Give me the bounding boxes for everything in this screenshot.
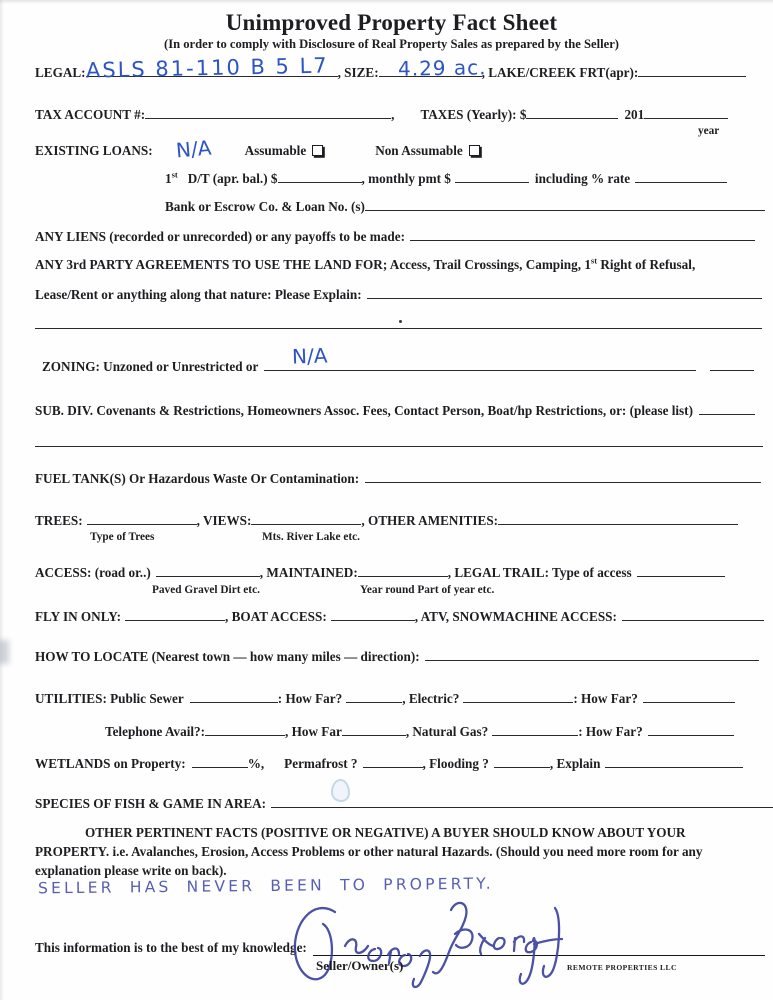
- views-blank: [251, 522, 361, 525]
- wetlands-label: WETLANDS on Property:: [35, 756, 186, 771]
- size-handwritten-value: 4.29 ac.: [397, 55, 487, 81]
- flooding-blank: [494, 765, 550, 768]
- access-label: ACCESS: (road or..): [35, 565, 151, 580]
- views-caption: Mts. River Lake etc.: [262, 531, 360, 543]
- dt-label: D/T (apr. bal.) $: [187, 171, 278, 186]
- atv-blank: [622, 618, 764, 621]
- maintained-label: , MAINTAINED:: [259, 565, 358, 580]
- monthly-pmt-blank: [455, 180, 529, 183]
- lake-creek-label: , LAKE/CREEK FRT(apr):: [481, 65, 639, 80]
- zoning-line: [42, 360, 754, 375]
- first-dt-line: [165, 169, 727, 187]
- explain-continuation-blank: [35, 326, 762, 329]
- existing-loans-line: [35, 144, 480, 159]
- electric-blank: [463, 700, 573, 703]
- zoning-short-blank: [710, 368, 754, 371]
- species-label: SPECIES OF FISH & GAME IN AREA:: [35, 796, 267, 811]
- liens-label: ANY LIENS (recorded or unrecorded) or any payoffs to be made:: [35, 229, 405, 244]
- howfar2-label: : How Far?: [573, 691, 638, 706]
- subdiv-blank: [699, 412, 755, 415]
- rate-blank: [635, 180, 727, 183]
- dt-balance-blank: [278, 180, 362, 183]
- liens-line: [35, 230, 755, 245]
- assumable-label: Assumable: [244, 143, 307, 158]
- non-assumable-checkbox-icon: [469, 145, 480, 156]
- first-ordinal: st: [171, 169, 178, 180]
- views-label: , VIEWS:: [196, 513, 252, 528]
- subdiv-continuation-line: [35, 436, 763, 451]
- page-title: Unimproved Property Fact Sheet: [225, 10, 558, 35]
- taxes-amount-blank: [526, 116, 618, 119]
- trees-label: TREES:: [35, 513, 83, 528]
- species-blank: [271, 805, 773, 808]
- wetlands-line: [35, 757, 743, 772]
- locate-blank: [425, 658, 759, 661]
- telephone-blank: [205, 733, 285, 736]
- trees-type-caption: Type of Trees: [90, 531, 155, 543]
- other-facts-line2: PROPERTY. i.e. Avalanches, Erosion, Access Problems or other natural Hazards. (Should you need more room for any: [35, 844, 703, 859]
- year-caption: year: [698, 125, 720, 137]
- year-blank: [644, 116, 728, 119]
- legal-handwritten-value: ASLS 81-110 B 5 L7: [85, 53, 329, 83]
- maintained-caption: Year round Part of year etc.: [360, 584, 495, 596]
- tax-account-label: TAX ACCOUNT #:: [35, 107, 146, 122]
- tax-comma: ,: [391, 107, 395, 122]
- permafrost-blank: [363, 765, 423, 768]
- lake-creek-blank: [638, 74, 746, 77]
- howfar4-blank: [648, 733, 734, 736]
- locate-label: HOW TO LOCATE (Nearest town — how many miles — direction):: [35, 649, 420, 664]
- knowledge-statement: This information is to the best of my knowledge:: [35, 940, 307, 955]
- fuel-label: FUEL TANK(S) Or Hazardous Waste Or Contamination:: [35, 471, 360, 486]
- third-party-line2: [35, 288, 762, 303]
- scan-edge-top: [0, 0, 773, 4]
- other-facts-line3: explanation please write on back).: [35, 863, 227, 878]
- tax-line: [35, 108, 728, 123]
- taxes-yearly-label: TAXES (Yearly): $: [420, 107, 527, 122]
- boat-blank: [331, 618, 415, 621]
- lease-rent-label: Lease/Rent or anything along that nature: Please Explain:: [35, 287, 362, 302]
- scan-edge-left: [0, 0, 4, 1000]
- signature-scrawl: [283, 896, 583, 996]
- page-subtitle: (In order to comply with Disclosure of Real Property Sales as prepared by the Seller): [164, 37, 619, 51]
- third-party-text-a: ANY 3rd PARTY AGREEMENTS TO USE THE LAND FOR; Access, Trail Crossings, Camping, 1: [35, 257, 591, 272]
- first-num: 1: [165, 171, 172, 186]
- howfar3-label: , How Far: [285, 724, 342, 739]
- fuel-blank: [365, 480, 761, 483]
- existing-loans-handwritten-value: N/A: [175, 135, 213, 163]
- atv-label: , ATV, SNOWMACHINE ACCESS:: [414, 609, 617, 624]
- zoning-handwritten-value: N/A: [291, 343, 328, 369]
- third-party-ordinal: st: [590, 255, 598, 266]
- explain-blank: [367, 296, 762, 299]
- rate-label: including % rate: [534, 171, 631, 186]
- trees-line: [35, 514, 738, 529]
- trees-blank: [87, 522, 197, 525]
- legal-label: LEGAL:: [35, 65, 86, 80]
- access-blank: [156, 574, 260, 577]
- seller-owner-caption: Seller/Owner(s): [316, 958, 404, 973]
- legal-trail-label: , LEGAL TRAIL: Type of access: [447, 565, 632, 580]
- maintained-blank: [358, 574, 448, 577]
- bank-escrow-label: Bank or Escrow Co. & Loan No. (s): [165, 199, 365, 214]
- year-prefix: 201: [624, 107, 645, 122]
- wetlands-blank: [192, 765, 248, 768]
- amenities-blank: [498, 522, 738, 525]
- tax-account-blank: [145, 116, 391, 119]
- species-line: [35, 797, 773, 812]
- bank-escrow-blank: [365, 208, 765, 211]
- flooding-label: , Flooding ?: [422, 756, 489, 771]
- fly-blank: [125, 618, 225, 621]
- liens-blank: [410, 238, 755, 241]
- fuel-line: [35, 472, 761, 487]
- third-party-text-b: Right of Refusal,: [597, 257, 696, 272]
- locate-line: [35, 650, 759, 665]
- public-sewer-label: UTILITIES: Public Sewer: [35, 691, 184, 706]
- public-sewer-blank: [190, 700, 278, 703]
- legal-trail-blank: [637, 574, 725, 577]
- handwritten-note: SELLER HAS NEVER BEEN TO PROPERTY.: [37, 874, 494, 898]
- boat-label: , BOAT ACCESS:: [225, 609, 327, 624]
- utilities-line1: [35, 692, 735, 707]
- monthly-pmt-label: , monthly pmt $: [361, 171, 451, 186]
- permafrost-label: Permafrost ?: [284, 756, 358, 771]
- other-facts-line1: OTHER PERTINENT FACTS (POSITIVE OR NEGATIVE) A BUYER SHOULD KNOW ABOUT YOUR: [85, 825, 686, 840]
- electric-label: , Electric?: [402, 691, 460, 706]
- percent-label: %,: [247, 756, 265, 771]
- existing-loans-label: EXISTING LOANS:: [35, 143, 153, 158]
- natural-gas-blank: [492, 733, 578, 736]
- non-assumable-label: Non Assumable: [375, 143, 463, 158]
- howfar3-blank: [342, 733, 406, 736]
- size-label: , SIZE:: [337, 65, 379, 80]
- explain-label: , Explain: [549, 756, 601, 771]
- company-caption: REMOTE PROPERTIES LLC: [567, 963, 677, 972]
- fly-line: [35, 610, 764, 625]
- zoning-label: ZONING: Unzoned or Unrestricted or: [42, 359, 259, 374]
- howfar1-label: : How Far?: [277, 691, 343, 706]
- howfar4-label: : How Far?: [578, 724, 643, 739]
- ink-dot: [399, 320, 402, 323]
- howfar1-blank: [346, 700, 402, 703]
- zoning-blank: [264, 368, 696, 371]
- natural-gas-label: , Natural Gas?: [405, 724, 489, 739]
- bank-escrow-line: [165, 200, 765, 215]
- utilities-line2: [105, 725, 734, 740]
- third-party-line1: [35, 255, 696, 273]
- howfar2-blank: [643, 700, 735, 703]
- assumable-checkbox-icon: [312, 145, 323, 156]
- scan-smudge: [0, 640, 9, 664]
- wetlands-explain-blank: [605, 765, 743, 768]
- subdiv-continuation-blank: [35, 444, 763, 447]
- amenities-label: , OTHER AMENITIES:: [361, 513, 499, 528]
- subdiv-line: [35, 404, 755, 419]
- subdiv-label: SUB. DIV. Covenants & Restrictions, Homeowners Assoc. Fees, Contact Person, Boat/hp Restrictions, or: (please list): [35, 403, 693, 418]
- access-line: [35, 566, 725, 581]
- access-road-caption: Paved Gravel Dirt etc.: [152, 584, 260, 596]
- telephone-label: Telephone Avail?:: [105, 724, 206, 739]
- fly-label: FLY IN ONLY:: [35, 609, 121, 624]
